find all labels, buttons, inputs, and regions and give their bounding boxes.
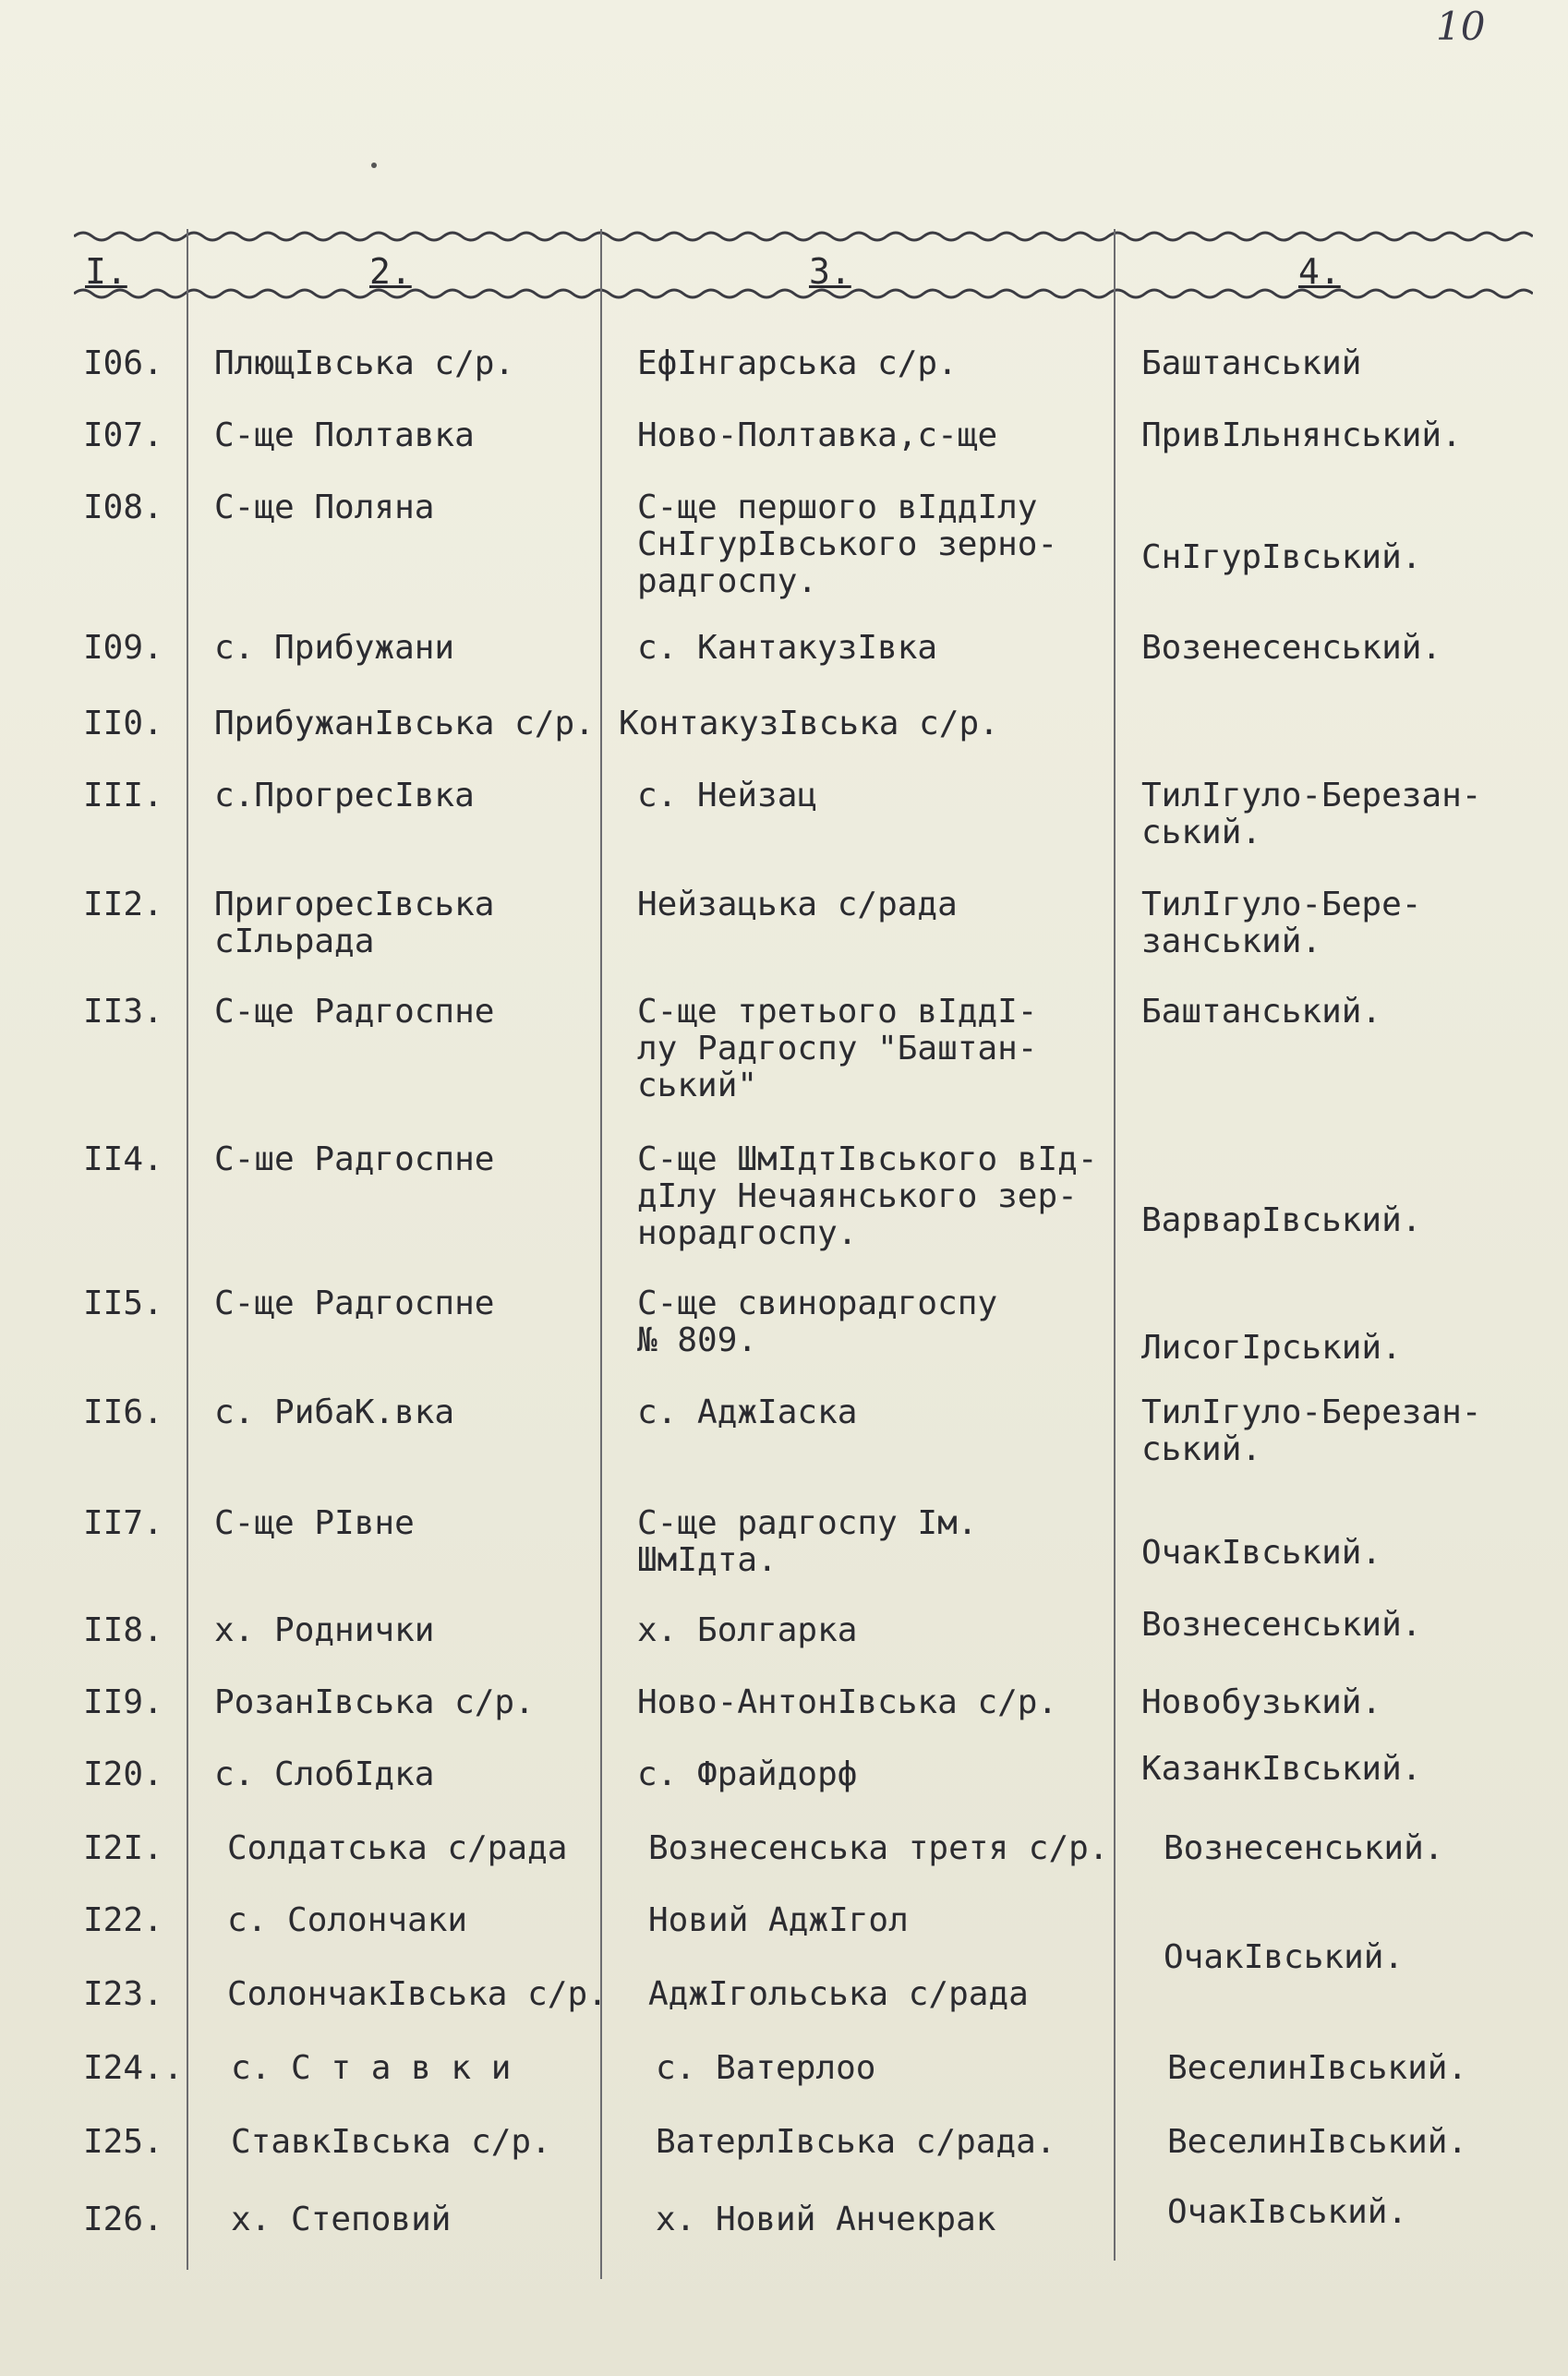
settlement-new-name: ВатерлІвська с/рада. bbox=[656, 2123, 1056, 2161]
district-name: СнІгурІвський. bbox=[1141, 538, 1422, 576]
row-number: II5. bbox=[83, 1284, 163, 1322]
settlement-old-name: С-ще РІвне bbox=[214, 1504, 415, 1542]
row-number: II8. bbox=[83, 1611, 163, 1649]
settlement-new-name: Вознесенська третя с/р. bbox=[648, 1829, 1109, 1867]
column-header-3: 3. bbox=[809, 251, 851, 292]
district-name: Возенесенський. bbox=[1141, 629, 1442, 667]
district-name: Вознесенський. bbox=[1141, 1606, 1422, 1644]
row-number: I09. bbox=[83, 629, 163, 667]
settlement-old-name: х. Роднички bbox=[214, 1611, 435, 1649]
district-name: ВарварІвський. bbox=[1141, 1201, 1422, 1239]
row-number: I25. bbox=[83, 2123, 163, 2161]
settlement-new-name: Ново-АнтонІвська с/р. bbox=[637, 1683, 1058, 1721]
district-name: Баштанський bbox=[1141, 344, 1362, 382]
column-divider-1 bbox=[187, 229, 188, 2270]
settlement-new-name: с. АджІаска bbox=[637, 1393, 858, 1431]
district-name: Новобузький. bbox=[1141, 1683, 1382, 1721]
column-divider-2 bbox=[600, 229, 602, 2279]
settlement-old-name: ПригоресІвська сІльрада bbox=[214, 886, 495, 960]
settlement-old-name: с. Прибужани bbox=[214, 629, 455, 667]
settlement-new-name: с. КантакузІвка bbox=[637, 629, 938, 667]
settlement-new-name: с. Фрайдорф bbox=[637, 1755, 858, 1793]
row-number: I22. bbox=[83, 1901, 163, 1939]
settlement-new-name: Ново-Полтавка,с-ще bbox=[637, 416, 998, 454]
settlement-old-name: Солдатська с/рада bbox=[227, 1829, 568, 1867]
settlement-old-name: с. Солончаки bbox=[227, 1901, 468, 1939]
settlement-new-name: с. Нейзац bbox=[637, 777, 818, 814]
district-name: ВеселинІвський. bbox=[1167, 2049, 1468, 2087]
district-name: ОчакІвський. bbox=[1141, 1534, 1382, 1572]
district-name: ТилІгуло-Березан- ський. bbox=[1141, 1393, 1482, 1468]
settlement-old-name: С-ще Полтавка bbox=[214, 416, 475, 454]
district-name: ЛисогІрський. bbox=[1141, 1329, 1402, 1367]
district-name: ВеселинІвський. bbox=[1167, 2123, 1468, 2161]
column-header-2: 2. bbox=[369, 251, 412, 292]
row-number: I08. bbox=[83, 488, 163, 526]
district-name: ТилІгуло-Бере- занський. bbox=[1141, 886, 1422, 960]
settlement-old-name: С-ще Радгоспне bbox=[214, 1284, 495, 1322]
row-number: II2. bbox=[83, 886, 163, 923]
settlement-old-name: с.ПрогресІвка bbox=[214, 777, 475, 814]
settlement-new-name: Нейзацька с/рада bbox=[637, 886, 958, 923]
row-number: I2I. bbox=[83, 1829, 163, 1867]
settlement-new-name: С-ще третього вІддІ- лу Радгоспу "Баштан- ський" bbox=[637, 993, 1038, 1104]
row-number: II7. bbox=[83, 1504, 163, 1542]
district-name: ОчакІвський. bbox=[1167, 2193, 1408, 2231]
row-number: I26. bbox=[83, 2201, 163, 2238]
row-number: III. bbox=[83, 777, 163, 814]
column-header-4: 4. bbox=[1298, 251, 1341, 292]
settlement-new-name: с. Ватерлоо bbox=[656, 2049, 876, 2087]
settlement-old-name: РозанІвська с/р. bbox=[214, 1683, 535, 1721]
settlement-old-name: ПрибужанІвська с/р. bbox=[214, 705, 595, 742]
settlement-old-name: С-ще Радгоспне bbox=[214, 993, 495, 1031]
settlement-new-name: С-ще свинорадгоспу № 809. bbox=[637, 1284, 998, 1359]
page-number: 10 bbox=[1436, 4, 1486, 49]
row-number: II6. bbox=[83, 1393, 163, 1431]
row-number: I07. bbox=[83, 416, 163, 454]
district-name: ОчакІвський. bbox=[1164, 1938, 1405, 1976]
row-number: I20. bbox=[83, 1755, 163, 1793]
district-name: КазанкІвський. bbox=[1141, 1750, 1422, 1788]
row-number: II9. bbox=[83, 1683, 163, 1721]
settlement-old-name: С-ше Радгоспне bbox=[214, 1140, 495, 1178]
ink-dot bbox=[371, 163, 377, 168]
district-name: ПривІльнянський. bbox=[1141, 416, 1462, 454]
row-number: II3. bbox=[83, 993, 163, 1031]
column-header-1: I. bbox=[85, 251, 127, 292]
settlement-new-name: С-ще ШмІдтІвського вІд- дІлу Нечаянського зер- норадгоспу. bbox=[637, 1140, 1098, 1252]
row-number: I24.. bbox=[83, 2049, 184, 2087]
settlement-old-name: с. РибаК.вка bbox=[214, 1393, 455, 1431]
district-name: Баштанський. bbox=[1141, 993, 1382, 1031]
settlement-new-name: Новий АджІгол bbox=[648, 1901, 909, 1939]
row-number: I23. bbox=[83, 1975, 163, 2013]
row-number: II0. bbox=[83, 705, 163, 742]
settlement-old-name: СтавкІвська с/р. bbox=[231, 2123, 551, 2161]
settlement-new-name: КонтакузІвська с/р. bbox=[619, 705, 999, 742]
settlement-new-name: ЕфІнгарська с/р. bbox=[637, 344, 958, 382]
settlement-new-name: АджІгольська с/рада bbox=[648, 1975, 1029, 2013]
settlement-old-name: с. СлобІдка bbox=[214, 1755, 435, 1793]
column-divider-3 bbox=[1114, 229, 1116, 2261]
row-number: II4. bbox=[83, 1140, 163, 1178]
header-top-wavy-rule bbox=[74, 227, 1533, 246]
settlement-old-name: ПлющІвська с/р. bbox=[214, 344, 515, 382]
district-name: Вознесенський. bbox=[1164, 1829, 1444, 1867]
settlement-old-name: СолончакІвська с/р. bbox=[227, 1975, 608, 2013]
settlement-new-name: С-ще першого вІддІлу СнІгурІвського зерно- радгоспу. bbox=[637, 488, 1058, 600]
row-number: I06. bbox=[83, 344, 163, 382]
district-name: ТилІгуло-Березан- ський. bbox=[1141, 777, 1482, 851]
settlement-new-name: С-ще радгоспу Ім. ШмІдта. bbox=[637, 1504, 978, 1579]
settlement-new-name: х. Болгарка bbox=[637, 1611, 858, 1649]
settlement-old-name: х. Степовий bbox=[231, 2201, 452, 2238]
settlement-old-name: С-ще Поляна bbox=[214, 488, 435, 526]
settlement-new-name: х. Новий Анчекрак bbox=[656, 2201, 996, 2238]
settlement-old-name: с. С т а в к и bbox=[231, 2049, 512, 2087]
